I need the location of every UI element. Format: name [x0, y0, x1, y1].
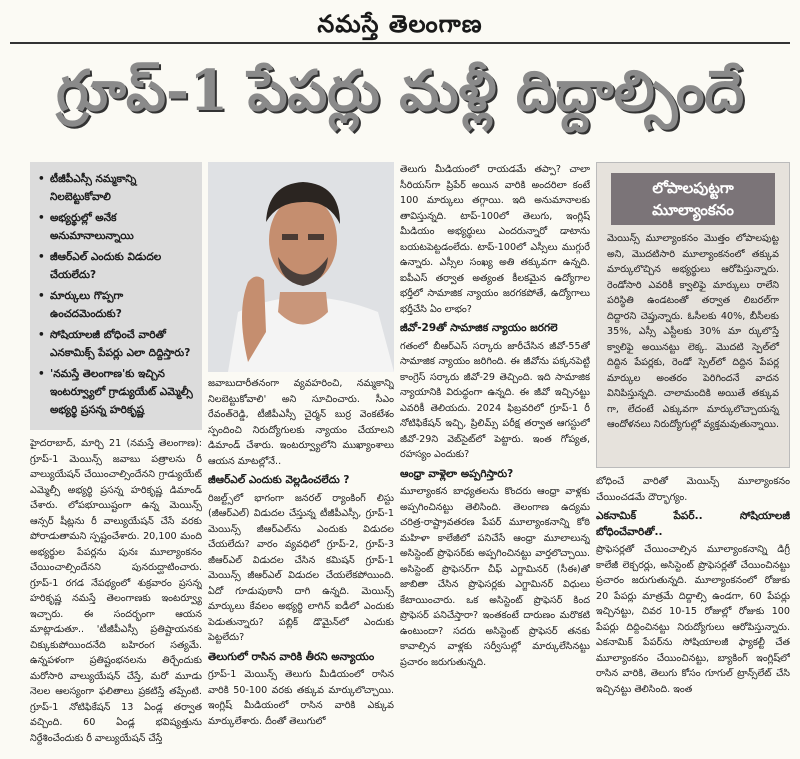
- highlight-item: • టీజీపీఎస్సీ నమ్మకాన్ని నిలబెట్టుకోవాలి: [38, 170, 196, 206]
- article-text: గతంలో బీఆర్‌ఎస్ సర్కారు జారీచేసిన జీవో-55తో సామాజిక న్యాయం జరిగింది. ఈ జీవోను పక్కనపెట్టి కాంగ్రెస్ సర్కారు జీవో-29 తెచ్చింది. ఇది సామాజిక న్యాయానికి విరుద్ధంగా ఉన్నది. ఈ జీవో ఇచ్చినట్టు ఎవరికీ తెలియదు. 2024 ఫిబ్రవరిలో గ్రూప్-1 రీ నోటిఫికేషన్ ఇచ్చి, ప్రిలిమ్స్ పరీక్ష తర్వాత ఆగస్టులో జీవో-29ని వెబ్‌సైట్‌లో పెట్టారు. ఇంత గోప్యత, రహస్యం ఎందుకు?: [400, 340, 590, 460]
- subheading: ఎకనామిక్ పేపర్.. సోషియాలజీ బోధించేవారితో..: [596, 510, 790, 538]
- article-text: మూల్యాంకన బాధ్యతలను కొందరు ఆంధ్రా వాళ్లకు అప్పగించినట్టు తెలిసింది. తెలంగాణ ఉద్యమ చరిత్ర-రాష్ట్రావతరణ పేపర్ మూల్యాంకనాన్ని కోఠి మహిళా కాలేజీలో పనిచేసే ఆంధ్రా మూలాలున్న అసిస్టెంట్ ప్రొఫెసర్‌కు అప్పగించినట్టు వార్తలొచ్చాయి. అసిస్టెంట్ ప్రొఫెసర్‌గా చీఫ్ ఎగ్జామినర్ (సీఈ)తో జాబితా చేసిన ప్రొఫెసర్లకు ఎగ్జామినర్ విధులు కేటాయించారు. ఒక అసిస్టెంట్ ప్రొఫెసర్ కింద ప్రొఫెసర్ పనిచేస్తారా? ఇంతకంటే దారుణం మరొకటి ఉంటుందా? సదరు అసిస్టెంట్ ప్రొఫెసర్ తనకు కావాల్సిన వాళ్లకు సర్వీసుల్లో మార్కులేసినట్టు ప్రచారం జరుగుతున్నది.: [400, 486, 590, 668]
- sidebar-text: మెయిన్స్ మూల్యాంకనం మొత్తం లోపాలపుట్ట అని, మొదటిసారి మూల్యాంకనంలో తక్కువ మార్కులొచ్చిన అభ్యర్థులు ఆరోపిస్తున్నారు. రెండోసారి ఎవరికీ క్వాలిఫై మార్కులు రాలేని పరిస్థితి ఉండటంతో తర్వాత లిబరల్‌గా దిద్దారని చెప్తున్నారు. ఓసీలకు 40%, బీసీలకు 35%, ఎస్సీ ఎస్టీలకు 30% మా ర్కులొస్తే క్వాలిఫై అయినట్టు లెక్క. మొదటి స్పెల్‌లో దిద్దిన పేపర్లకు, రెండో స్పెల్‌లో దిద్దిన పేపర్ల మార్కుల అంతరం పెరిగిందనే వాదన వినిపిస్తున్నది. చాలామందికి అయితే తక్కువ గా, లేదంటే ఎక్కువగా మార్కులొచ్చాయన్న ఆందోళనలు నిరుద్యోగుల్లో వ్యక్తమవుతున్నాయి.: [607, 233, 779, 430]
- highlight-item: • జీఆర్‌ఎల్ ఎందుకు విడుదల చేయలేదు?: [38, 248, 196, 284]
- masthead: [0, 0, 800, 46]
- article-column-4: [596, 474, 790, 756]
- article-text: గ్రూప్-1 మెయిన్స్ తెలుగు మీడియంలో రాసిన వారికి 50-100 వరకు తక్కువ మార్కులొచ్చాయి. ఇంగ్లిష్ మీడియంలో రాసిన వారికి ఎక్కువ మార్కులేశారు. దీంతో తెలుగులో: [208, 669, 394, 727]
- sidebar-banner: లోపాలపుట్టగా మూల్యాంకనం: [611, 173, 775, 225]
- article-column-3: [400, 162, 590, 756]
- article-text: ప్రొఫెసర్లతో చేయించాల్సిన మూల్యాంకనాన్ని డిగ్రీ కాలేజీ లెక్చరర్లు, అసిస్టెంట్ ప్రొఫెసర్లతో చేయించినట్టు ప్రచారం జరుగుతున్నది. మూల్యాంకనంలో రోజుకు 20 పేపర్లు మాత్రమే దిద్దాల్సి ఉండగా, 60 పేపర్లు ఇచ్చినట్టు, చివర 10-15 రోజుల్లో రోజుకు 100 పేపర్లు దిద్దించినట్టు నిరుద్యోగులు ఆరోపిస్తున్నారు. ఎకనామిక్ పేపర్‌ను సోషియాలజీ ఫ్యాకల్టీ చేత మూల్యాంకనం చేయించినట్టు, బ్యాకింగ్ ఇంగ్లిష్‌లో రాసిన వారికి, తెలుగు కోసం గూగుల్ ట్రాన్స్‌లేట్ చేసి ఇచ్చినట్టు తెలిసింది. ఇంత: [596, 544, 790, 695]
- article-column-1: [30, 436, 202, 756]
- article-column-2: [208, 376, 394, 756]
- person-portrait-icon: [208, 162, 394, 372]
- masthead-rule: [10, 42, 790, 44]
- highlight-item: • మార్కులు గొప్పగా ఉంచదమెందుకు?: [38, 287, 196, 323]
- article-text: బోధించే వారితో మెయిన్స్ మూల్యాంకనం చేయించడమే దౌర్భాగ్యం.: [596, 476, 790, 503]
- subheading: ఆంధ్రా వాళ్లెలా అప్పగిస్తారు?: [400, 467, 514, 480]
- article-text: తెలుగు మీడియంలో రాయడమే తప్పా? చాలా సీరియస్‌గా ప్రిపేర్ అయిన వారికి అందరిలా కంటే 100 మార్కులు తగ్గాయి. ఇది అనుమానాలకు తావిస్తున్నది. టాప్-100లో తెలుగు, ఇంగ్లిష్ మీడియం అభ్యర్థులు ఎందరున్నారో డాటాను బయటపెట్టడంలేదు. టాప్-100లో ఎస్సీలు ముగ్గురే ఉన్నారు. ఎస్సీల సంఖ్య అతి తక్కువగా ఉన్నది. ఐపీఎస్ తర్వాత అత్యంత కీలకమైన ఉద్యోగాల భర్తీలో సామాజిక న్యాయం జరగకపోతే, ఉద్యోగాలు భర్తీచేసి ఏం లాభం?: [400, 164, 590, 315]
- highlight-item: • 'నమస్తే తెలంగాణ'కు ఇచ్చిన ఇంటర్వ్యూలో గ్రాడ్యుయేట్ ఎమ్మెల్సీ అభ్యర్థి ప్రసన్న హరికృష్ణ: [38, 365, 196, 419]
- portrait-photo: [208, 162, 394, 372]
- subheading: జీవో-29తో సామాజిక న్యాయం జరగలె: [400, 322, 558, 334]
- article-text: జవాబుదారీతనంగా వ్యవహరించి, నమ్మకాన్ని నిలబెట్టుకోవాలి' అని సూచించారు. సీఎం రేవంత్‌రెడ్డి, టీజీపీఎస్సీ చైర్మన్ బుర్ర వెంకటేశం స్పందించి నిరుద్యోగులకు న్యాయం చేయాలని డిమాండ్ చేశారు. ఇంటర్వ్యూలోని ముఖ్యాంశాలు ఆయన మాటల్లోనే..: [208, 378, 394, 467]
- highlights-box: [30, 162, 202, 430]
- headline: గ్రూప్-1 పేపర్లు మళ్లీ దిద్దాల్సిందే: [56, 58, 744, 124]
- article-text: హైదరాబాద్, మార్చి 21 (నమస్తే తెలంగాణ): గ్రూప్-1 మెయిన్స్ జవాబు పత్రాలను రీ వాల్యుయేషన్ చేయించాల్సిందేనని గ్రాడ్యుయేట్ ఎమ్మెల్సీ అభ్యర్థి ప్రసన్న హరికృష్ణ డిమాండ్ చేశారు. లోపభూయిష్టంగా ఉన్న మెయిన్స్ ఆన్సర్ షీట్లను రీ వాల్యుయేషన్ చేసే వరకు పోరాడుతామని స్పష్టంచేశారు. 20,100 మంది అభ్యర్థుల పేపర్లను పునః మూల్యాంకనం చేయించాల్సిందేనని పునరుద్ఘాటించారు. గ్రూప్-1 రగడ నేపథ్యంలో శుక్రవారం ప్రసన్న హరికృష్ణ నమస్తే తెలంగాణకు ఇంటర్వ్యూ ఇచ్చారు. ఈ సందర్భంగా ఆయన మాట్లాడుతూ.. 'టీజీపీఎస్సీ ప్రతిష్టాయనకు చిక్కుకుపోయిందనేది బహిరంగ సత్యమే. ఉన్నపళంగా ప్రతిష్టంభనలను తిర్చేందుకు మరోసారి వాల్యుయేషన్ చేస్తే, మరో మూడు నెలల ఆలస్యంగా ఫలితాలు ప్రకటిస్తే తప్పేంటి. గ్రూప్-1 నోటిఫికేషన్ 13 ఏండ్ల తర్వాత వచ్చింది. 60 ఏండ్ల భవిష్యత్తును నిర్దేశించేందుకు రీ వాల్యుయేషన్ చేస్తే: [30, 438, 202, 744]
- subheading: జీఆర్‌ఎల్ ఎందుకు వెల్లడించలేదు ?: [208, 474, 350, 486]
- sidebar-box: [596, 162, 790, 468]
- subheading: తెలుగులో రాసిన వారికి తీరని అన్యాయం: [208, 650, 375, 663]
- newspaper-name: నమస్తే తెలంగాణ: [317, 10, 483, 38]
- highlight-item: • సోషియాలజీ బోధించే వారితో ఎనకామిక్స్ పేపర్లు ఎలా దిద్దిస్తారు?: [38, 326, 196, 362]
- article-text: రిజల్ట్స్‌లో భాగంగా జనరల్ ర్యాంకింగ్ లిస్టు (జీఆర్‌ఎల్) విడుదల చేస్తున్న టీజీపీఎస్సీ, గ్రూప్-1 మెయిన్స్ జీఆర్‌ఎల్‌ను ఎందుకు విడుదల చేయలేదు? వారం వ్యవధిలో గ్రూప్-2, గ్రూప్-3 జీఆర్‌ఎల్ విడుదల చేసిన కమిషన్ గ్రూప్-1 మెయిన్స్ జీఆర్‌ఎల్ విడుదల చేయలేకపోయింది. ఏదో గూడుపుఠానీ దాగి ఉన్నది. మెయిన్స్ మార్కులు కేవలం అభ్యర్థి లాగిన్ ఐడీలో ఎందుకు పెడుతున్నారు? పబ్లిక్ డొమైన్‌లో ఎందుకు పెట్టలేదు?: [208, 492, 394, 643]
- highlight-item: • అభ్యర్థుల్లో అనేక అనుమానాలున్నాయి: [38, 209, 196, 245]
